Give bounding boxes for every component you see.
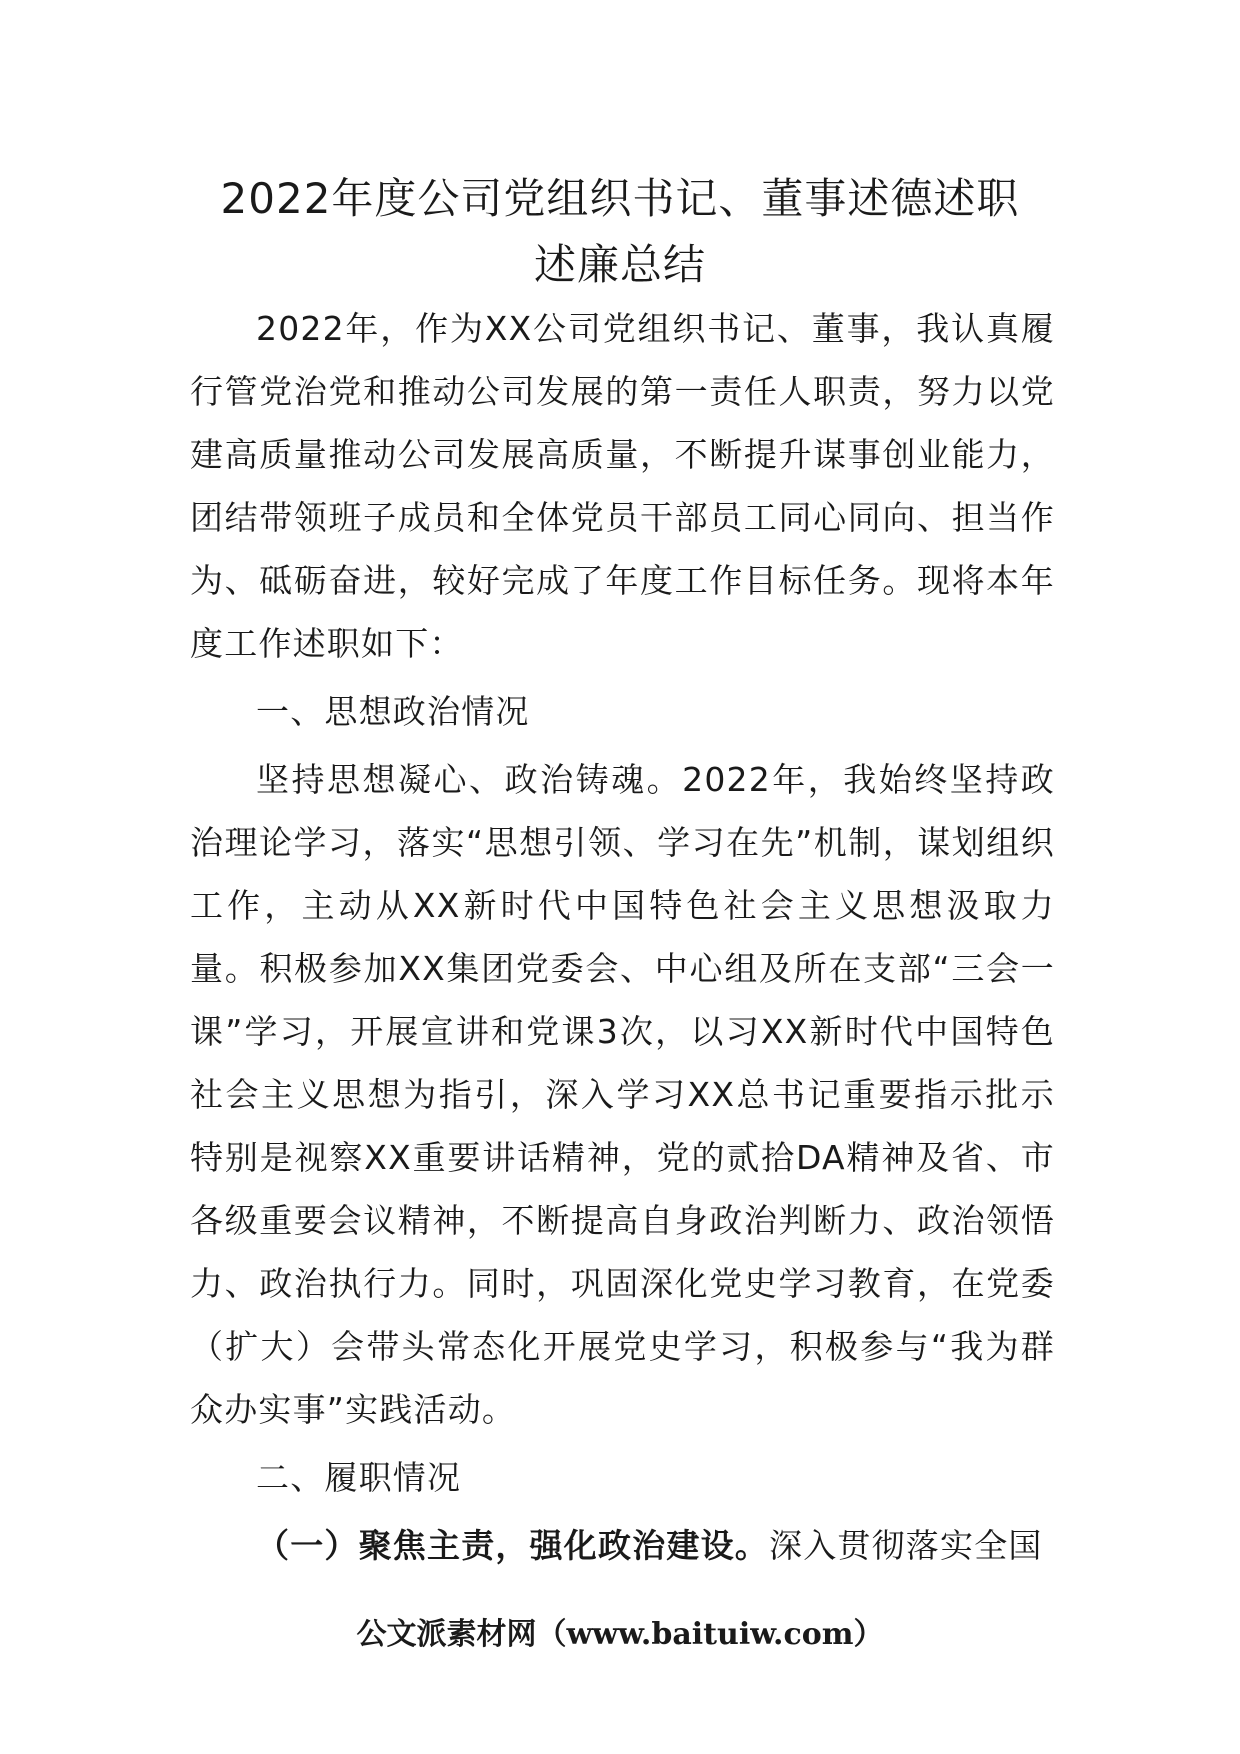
intro-paragraph: 2022年，作为XX公司党组织书记、董事，我认真履行管党治党和推动公司发展的第一责任人职责，努力以党建高质量推动公司发展高质量，不断提升谋事创业能力，团结带领班子成员和全体党员干部员工同心同向、担当作为、砥砺奋进，较好完成了年度工作目标任务。现将本年度工作述职如下：: [190, 309, 1055, 663]
section-1-paragraph: 坚持思想凝心、政治铸魂。2022年，我始终坚持政治理论学习，落实“思想引领、学习在先”机制，谋划组织工作，主动从XX新时代中国特色社会主义思想汲取力量。积极参加XX集团党委会、中心组及所在支部“三会一课”学习，开展宣讲和党课3次，以习XX新时代中国特色社会主义思想为指引，深入学习XX总书记重要指示批示特别是视察XX重要讲话精神，党的贰拾DA精神及省、市各级重要会议精神，不断提高自身政治判断力、政治领悟力、政治执行力。同时，巩固深化党史学习教育，在党委（扩大）会带头常态化开展党史学习，积极参与“我为群众办实事”实践活动。: [190, 760, 1055, 1429]
title-line-1: 2022年度公司党组织书记、董事述德述职: [220, 174, 1020, 223]
section-2-subsection: [190, 1514, 1055, 1577]
subsection-1-text: 深入贯彻落实全国: [769, 1526, 1043, 1565]
section-2-heading: 二、履职情况: [256, 1458, 462, 1497]
subsection-1-title: （一）聚焦主责，强化政治建设。: [256, 1526, 769, 1565]
document-title: [160, 166, 1080, 298]
footer-watermark-text: 公文派素材网（www.baituiw.com）: [356, 1617, 884, 1652]
title-line-2: 述廉总结: [533, 240, 706, 289]
document-body: [190, 297, 1055, 1577]
section-1-heading: 一、思想政治情况: [256, 692, 530, 731]
